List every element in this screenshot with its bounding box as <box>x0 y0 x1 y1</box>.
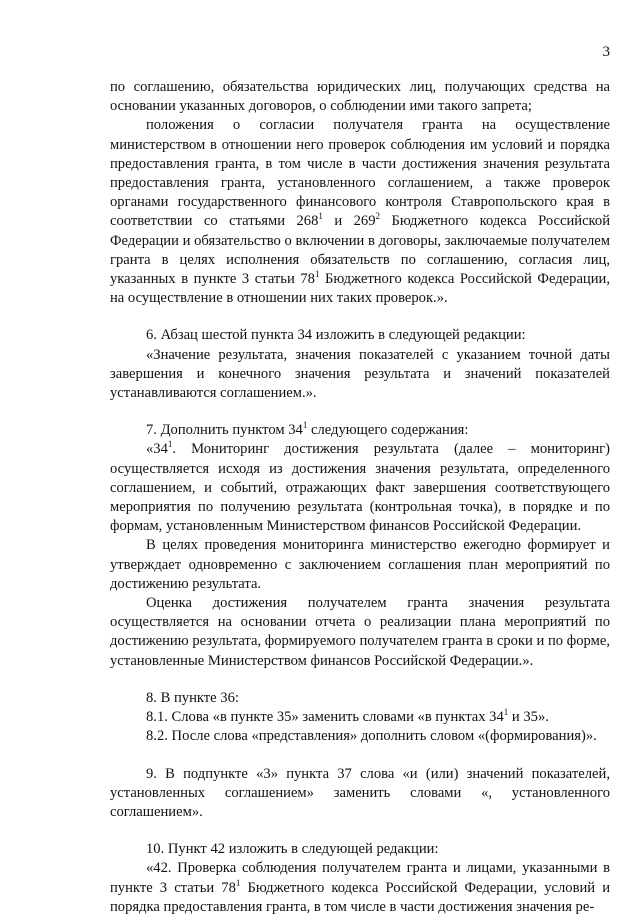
paragraph-10: 8.1. Слова «в пункте 35» заменить словами «в пунктах $34^1$ и 35». <box>146 707 549 726</box>
paragraph-11: 8.2. После слова «представления» дополнить словом «(формирования)». <box>146 728 597 745</box>
paragraph-2: положения о согласии получателя гранта на осуществление министерством в отношении него проверок соблюдения им условий и порядка предоставления гранта, в том числе в части достижения значения результата предоставления гранта, установленного соглашением, а также проверок органами государственного финансового контроля Ставропольского края в соответствии со статьями $268^1$ и $269^2$ Бюджетного кодекса Российской Федерации и обязательство о включении в договоры, заключаемые получателем гранта в целях исполнения обязательств по соглашению, согласия лиц, указанных в пункте 3 статьи $78^1$ Бюджетного кодекса Российской Федерации, на осуществление в отношении них таких проверок.». <box>110 117 611 307</box>
paragraph-6: «$34^1$. Мониторинг достижения результата (далее – мониторинг) осуществляется исходя из достижения значения результата, определенного соглашением, и событий, отражающих факт завершения соответствующего мероприятия по получению результата (контрольная точка), в порядке и по формам, установленным Министерством финансов Российской Федерации. <box>110 439 610 535</box>
paragraph-5-item-7: 7. Дополнить пунктом $34^1$ следующего содержания: <box>146 420 469 439</box>
document-body <box>110 78 610 917</box>
paragraph-8: Оценка достижения получателем гранта значения результата осуществляется на основании отчета о реализации плана мероприятий по достижению результата, формируемого получателем гранта в сроки и по форме, установленные Министерством финансов Российской Федерации.». <box>110 595 610 669</box>
paragraph-13-item-10: 10. Пункт 42 изложить в следующей редакции: <box>146 841 439 858</box>
page-number: 3 <box>602 44 610 60</box>
paragraph-4: «Значение результата, значения показателей с указанием точной даты завершения и конечного значения результата и значений показателей устанавливаются соглашением.». <box>110 346 610 402</box>
paragraph-1: по соглашению, обязательства юридических лиц, получающих средства на основании указанных договоров, о соблюдении ими такого запрета; <box>110 79 610 115</box>
paragraph-9-item-8: 8. В пункте 36: <box>146 689 239 706</box>
paragraph-14: «42. Проверка соблюдения получателем гранта и лицами, указанными в пункте 3 статьи $78^1$ Бюджетного кодекса Российской Федерации, условий и порядка предоставления гранта, в том числе в части достижения значения ре- <box>110 860 611 915</box>
paragraph-7: В целях проведения мониторинга министерство ежегодно формирует и утверждает одновременно с заключением соглашения план мероприятий по достижению результата. <box>110 537 610 592</box>
paragraph-12-item-9: 9. В подпункте «3» пункта 37 слова «и (или) значений показателей, установленных соглашением» заменить словами «, установленного соглашением». <box>110 765 610 820</box>
paragraph-3-item-6: 6. Абзац шестой пункта 34 изложить в следующей редакции: <box>146 327 526 344</box>
